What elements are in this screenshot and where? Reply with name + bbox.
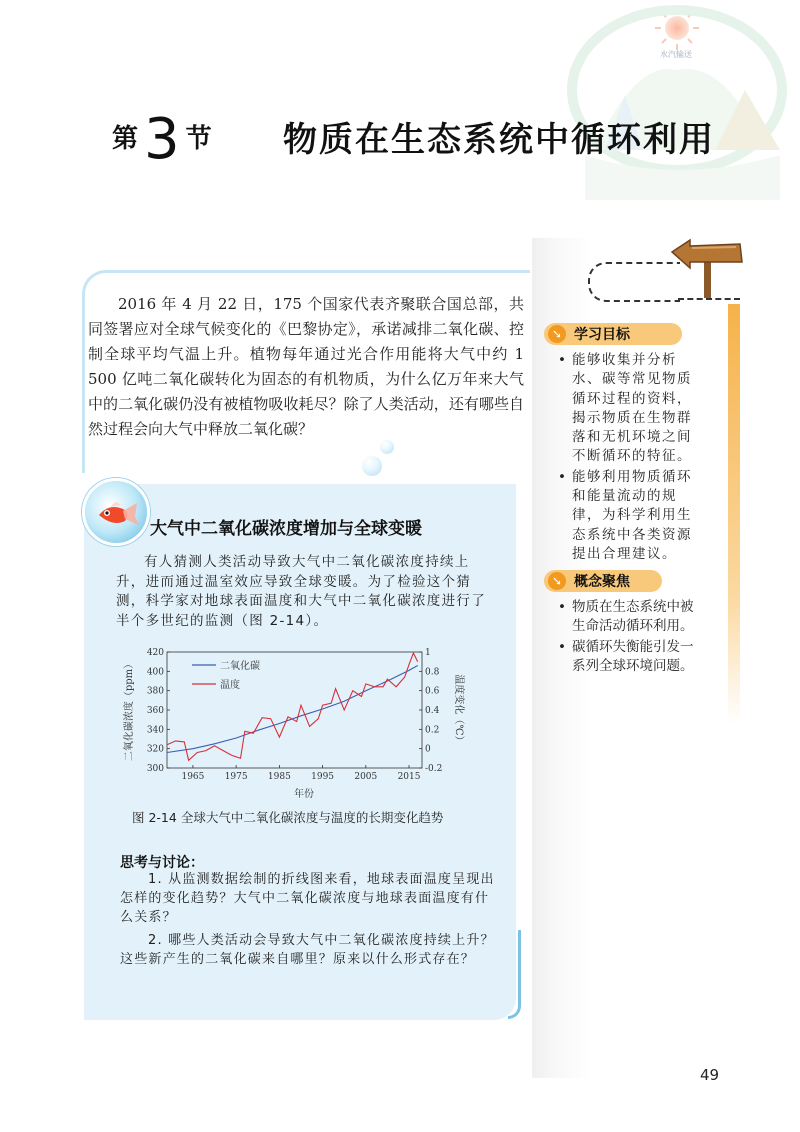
goldfish-badge bbox=[82, 478, 150, 546]
learning-goals-list bbox=[556, 351, 706, 565]
y-tick-label-right: 0 bbox=[425, 744, 431, 755]
deco-label: 水汽输送 bbox=[660, 50, 692, 59]
legend-label-co2: 二氧化碳 bbox=[220, 661, 260, 672]
goldfish-icon bbox=[85, 481, 147, 543]
bubble-decoration bbox=[362, 456, 382, 476]
x-tick-label: 1995 bbox=[311, 772, 335, 782]
list-item: • 能够收集并分析水、碳等常见物质循环过程的资料，揭示物质在生物群落和无机环境之间不断循环的特征。 bbox=[556, 351, 706, 467]
section-prefix: 第 bbox=[112, 123, 139, 154]
x-axis-label: 年份 bbox=[294, 789, 314, 800]
signpost-arrow-icon bbox=[668, 236, 748, 300]
discussion-question-2: 2. 哪些人类活动会导致大气中二氧化碳浓度持续上升？这些新产生的二氧化碳来自哪里？原来以什么形式存在？ bbox=[120, 933, 495, 968]
x-tick-label: 1965 bbox=[181, 772, 205, 782]
y-tick-label-right: 0.4 bbox=[425, 706, 440, 716]
y-tick-label-right: 0.6 bbox=[425, 686, 440, 697]
x-tick-label: 1975 bbox=[224, 772, 248, 782]
activity-box-corner bbox=[508, 930, 521, 1019]
activity-title: 大气中二氧化碳浓度增加与全球变暖 bbox=[150, 519, 422, 539]
list-item: • 能够利用物质循环和能量流动的规律，为科学利用生态系统中各类资源提出合理建议。 bbox=[556, 468, 706, 564]
learning-goals-label: 学习目标 bbox=[574, 327, 630, 343]
x-tick-label: 2005 bbox=[354, 772, 378, 782]
legend-label-temp: 温度 bbox=[220, 680, 240, 691]
bubble-decoration bbox=[380, 440, 394, 454]
x-tick-label: 1985 bbox=[267, 772, 291, 782]
list-item: • 物质在生态系统中被生命活动循环利用。 bbox=[556, 598, 706, 637]
sun-icon bbox=[665, 16, 689, 40]
y-tick-label-left: 400 bbox=[146, 667, 164, 678]
learning-goals-tag bbox=[544, 323, 682, 345]
co2-series-line bbox=[167, 666, 418, 753]
concept-focus-label: 概念聚焦 bbox=[574, 574, 630, 590]
page-title: 物质在生态系统中循环利用 bbox=[283, 120, 715, 160]
chart-svg bbox=[112, 640, 462, 800]
activity-intro: 有人猜测人类活动导致大气中二氧化碳浓度持续上升，进而通过温室效应导致全球变暖。为了检验这个猜测，科学家对地球表面温度和大气中二氧化碳浓度进行了半个多世纪的监测（图 2-14）。 bbox=[116, 554, 486, 629]
y-tick-label-right: -0.2 bbox=[425, 764, 443, 774]
sidebar-stripe bbox=[728, 304, 740, 724]
y-tick-label-right: 1 bbox=[425, 648, 431, 658]
arrow-bullet-icon: ➘ bbox=[548, 325, 566, 343]
concept-focus-tag bbox=[544, 570, 662, 592]
y-tick-label-right: 0.8 bbox=[425, 667, 440, 678]
discussion-title: 思考与讨论： bbox=[120, 855, 204, 871]
section-suffix: 节 bbox=[185, 123, 212, 154]
list-item: • 碳循环失衡能引发一系列全球环境问题。 bbox=[556, 638, 706, 677]
water-cycle-illustration bbox=[565, 0, 800, 200]
y-tick-label-right: 0.2 bbox=[425, 725, 440, 736]
section-number: 3 bbox=[144, 107, 180, 172]
y-tick-label-left: 380 bbox=[146, 686, 164, 697]
temperature-series-line bbox=[167, 653, 418, 760]
x-tick-label: 2015 bbox=[397, 772, 421, 782]
arrow-bullet-icon: ➘ bbox=[548, 572, 566, 590]
intro-paragraph: 2016 年 4 月 22 日，175 个国家代表齐聚联合国总部，共同签署应对全球气候变化的《巴黎协定》，承诺减排二氧化碳、控制全球平均气温上升。植物每年通过光合作用能将大气中约 1 500 亿吨二氧化碳转化为固态的有机物质，为什么亿万年来大气中的二氧化碳仍没有被植物吸收耗尽？除了人类活动，还有哪些自然过程会向大气中释放二氧化碳？ bbox=[88, 295, 524, 438]
y-tick-label-left: 360 bbox=[146, 706, 164, 716]
page-number: 49 bbox=[700, 1066, 720, 1084]
y-axis-label-right: 温度变化（℃） bbox=[453, 674, 464, 746]
discussion-question-1: 1. 从监测数据绘制的折线图来看，地球表面温度呈现出怎样的变化趋势？大气中二氧化碳浓度与地球表面温度有什么关系？ bbox=[120, 872, 495, 926]
section-label bbox=[112, 107, 212, 172]
y-tick-label-left: 420 bbox=[146, 648, 164, 658]
figure-caption: 图 2-14 全球大气中二氧化碳浓度与温度的长期变化趋势 bbox=[132, 810, 444, 825]
y-tick-label-left: 340 bbox=[146, 725, 164, 736]
y-axis-label-left: 二氧化碳浓度（ppm） bbox=[124, 658, 135, 762]
co2-temperature-chart bbox=[112, 640, 462, 800]
y-tick-label-left: 320 bbox=[146, 744, 164, 755]
sidebar-dashed-frame bbox=[588, 262, 680, 302]
y-tick-label-left: 300 bbox=[146, 764, 164, 774]
concept-focus-list bbox=[556, 598, 706, 677]
